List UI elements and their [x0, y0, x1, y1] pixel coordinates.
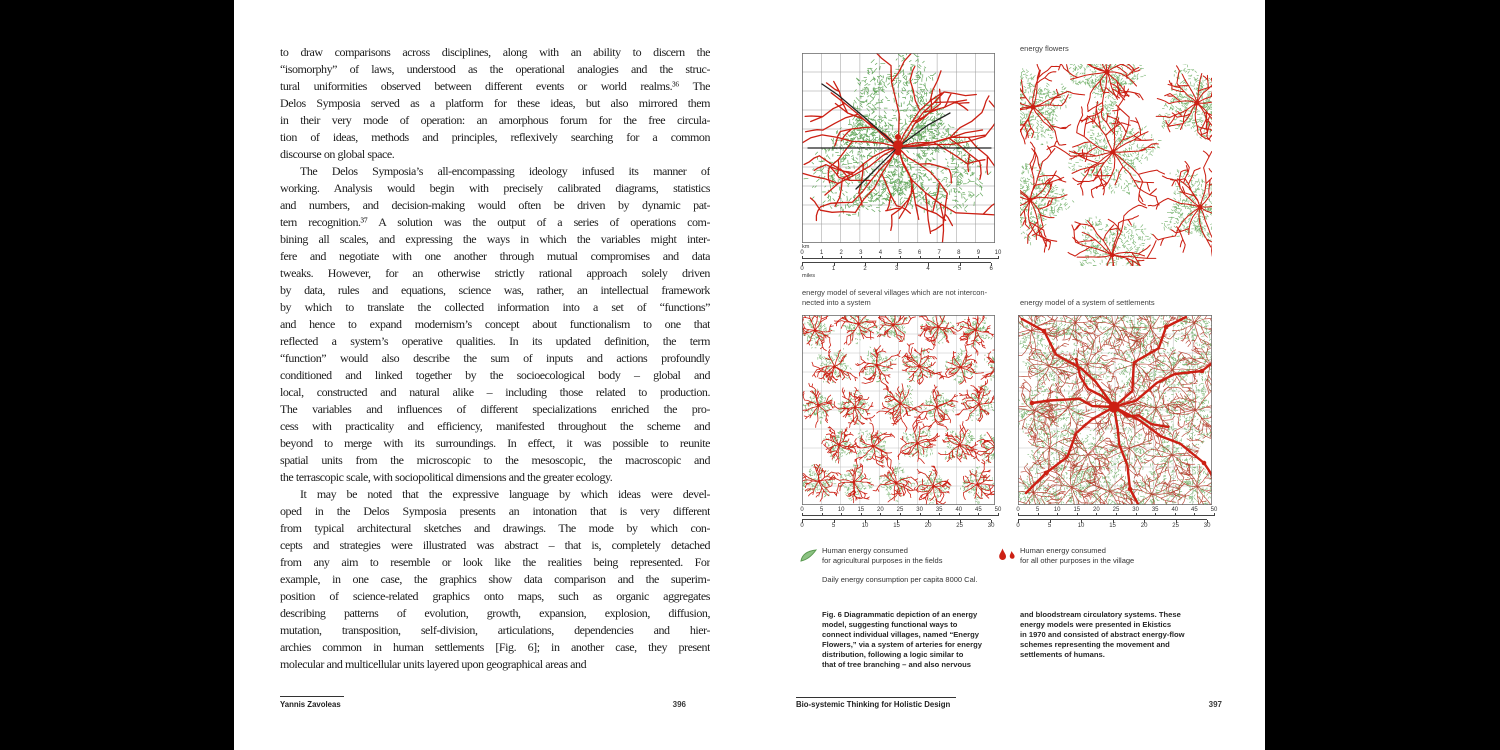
figure-energy-flowers — [1020, 64, 1212, 266]
scale-bar-right — [1016, 507, 1218, 531]
ruler-line — [802, 519, 991, 520]
body-text-line: cepts and strategies were illustrated was abstract – that is, completely detached — [280, 538, 710, 552]
caption-line: and bloodstream circulatory systems. These — [1020, 610, 1181, 619]
book-spread — [234, 0, 1265, 750]
drops-icon — [998, 548, 1016, 562]
caption-line: in 1970 and consisted of abstract energy-flow — [1020, 629, 1185, 639]
body-text-line: position of science-related graphics onto maps, such as organic aggregates — [280, 589, 710, 603]
caption-line: that of tree branching – and also nervous — [822, 659, 971, 669]
ruler-numbers: 0 5 10 15 20 25 30 35 40 45 50 — [800, 507, 1002, 513]
caption-line: schemes representing the movement and — [1020, 639, 1170, 649]
page-number-left: 396 — [672, 700, 686, 709]
body-text-column — [280, 44, 710, 673]
ruler-line — [802, 515, 998, 516]
body-text-line: bining all scales, and expressing the ways in which the variables might inter- — [280, 232, 710, 246]
scale-bar-left — [800, 507, 1002, 531]
body-text-line: “function” would also describe the sum of inputs and actions profoundly — [280, 351, 710, 365]
footer-rule-right — [796, 697, 956, 698]
figure-label-line: energy model of a system of settlements — [1020, 298, 1155, 307]
figure-single-energy-flower — [802, 53, 995, 243]
page-number-right: 397 — [1208, 700, 1222, 709]
legend-line: Human energy consumed — [822, 546, 908, 555]
ruler-line — [1018, 515, 1214, 516]
figure-label-settlements — [1020, 298, 1155, 308]
caption-line: Flowers,” via a system of arteries for energy — [822, 639, 982, 649]
ruler-numbers: 0 5 10 15 20 25 30 — [800, 523, 995, 529]
body-text-line: The Delos Symposia’s all-encompassing ideology infused its manner of — [300, 164, 710, 178]
figure-villages-not-interconnected — [802, 315, 995, 505]
caption-line: settlements of humans. — [1020, 649, 1105, 659]
legend-village — [1020, 546, 1134, 565]
figure-label-villages — [802, 288, 987, 308]
ruler-numbers: 0 1 2 3 4 5 6 — [800, 266, 993, 272]
ruler-numbers: 0 5 10 15 20 25 30 — [1016, 523, 1211, 529]
figure-caption-col1 — [822, 610, 1012, 669]
body-text-line: tern recognition.³⁷ A solution was the output of a series of operations com- — [280, 215, 710, 229]
body-text-line: “isomorphy” of laws, understood as the operational analogies and the struc- — [280, 62, 710, 76]
ruler-line — [1018, 519, 1207, 520]
body-text-line: It may be noted that the expressive language by which ideas were devel- — [300, 487, 710, 501]
legend-note: Daily energy consumption per capita 8000 Cal. — [822, 575, 978, 584]
body-text-line: to draw comparisons across disciplines, along with an ability to discern the — [280, 45, 710, 59]
ruler-line — [802, 258, 998, 259]
ruler-numbers: 0 1 2 3 4 5 6 7 8 9 10 — [800, 250, 1002, 256]
figure-label-line: nected into a system — [802, 298, 871, 307]
body-text-line: spatial units from the microscopic to the mesoscopic, the macroscopic and — [280, 453, 710, 467]
footer-rule-left — [280, 696, 344, 697]
energy-flower-grid-drawing — [802, 53, 995, 243]
body-text-line: from any aim to resemble or look like the realities being represented. For — [280, 555, 710, 569]
body-text-line: oped in the Delos Symposia presents an intonation that is very different — [280, 504, 710, 518]
body-text-line: cess with practicality and efficiency, manifested throughout the scheme and — [280, 419, 710, 433]
legend-line: for all other purposes in the village — [1020, 555, 1135, 565]
body-text-line: describing patterns of evolution, growth, expansion, explosion, diffusion, — [280, 606, 710, 620]
figure-label-line: energy model of several villages which are not intercon- — [802, 288, 988, 297]
caption-line: energy models were presented in Ekistics — [1020, 619, 1172, 629]
ruler-line — [802, 262, 991, 263]
body-text-line: the terrascopic scale, with sociopolitical dimensions and the greater ecology. — [280, 470, 613, 484]
leaf-icon — [800, 549, 817, 562]
body-text-line: mutation, transposition, self-division, articulations, dependencies and hier- — [280, 623, 710, 637]
caption-line: distribution, following a logic similar to — [822, 649, 964, 659]
body-text-line: from typical architectural sketches and drawings. The mode by which con- — [280, 521, 710, 535]
ruler-unit: miles — [802, 273, 816, 279]
caption-line: connect individual villages, named “Energy — [822, 629, 979, 639]
body-text-line: Delos Symposia served as a platform for these ideas, but also mirrored them — [280, 96, 710, 110]
footer-chapter-title: Bio-systemic Thinking for Holistic Design — [796, 700, 951, 709]
body-text-line: and hence to expand modernism’s concept about functionalism to one that — [280, 317, 710, 331]
caption-line: Fig. 6 Diagrammatic depiction of an energy — [822, 610, 978, 619]
body-text-line: by data, rules and equations, science was, rather, an intellectual framework — [280, 283, 710, 297]
body-text-line: archies common in human settlements [Fig. 6]; in another case, they present — [280, 640, 710, 654]
figure-system-of-settlements — [1018, 315, 1212, 505]
legend-line: for agricultural purposes in the fields — [822, 555, 943, 565]
body-text-line: in their very mode of operation: an amorphous forum for the free circula- — [280, 113, 710, 127]
ruler-numbers: 0 5 10 15 20 25 30 35 40 45 50 — [1016, 507, 1218, 513]
body-text-line: beyond to merge with its surroundings. In effect, it was possible to reunite — [280, 436, 710, 450]
body-text-line: and numbers, and decision-making would often be driven by dynamic pat- — [280, 198, 710, 212]
body-text-line: discourse on global space. — [280, 147, 395, 161]
caption-line: model, suggesting functional ways to — [822, 619, 958, 629]
energy-flowers-drawing — [1020, 64, 1212, 266]
settlements-drawing — [1018, 315, 1212, 505]
body-text-line: molecular and multicellular units layered upon geographical areas and — [280, 657, 587, 671]
legend-agricultural — [822, 546, 942, 565]
body-text-line: by which to translate the collected information into a set of “functions” — [280, 300, 710, 314]
body-text-line: The variables and influences of different specializations enriched the pro- — [280, 402, 710, 416]
body-text-line: fere and negotiate with one another through mutual compromises and data — [280, 249, 710, 263]
figure-caption-col2 — [1020, 610, 1220, 660]
body-text-line: conditioned and linked together by the socioecological body – global and — [280, 368, 710, 382]
body-text-line: tweaks. However, for an otherwise strictly rational approach solely driven — [280, 266, 710, 280]
figure-label-energy-flowers: energy flowers — [1020, 44, 1069, 53]
body-text-line: example, in one case, the graphics show data comparison and the superim- — [280, 572, 710, 586]
villages-drawing — [802, 315, 995, 505]
body-text-line: tion of ideas, methods and principles, reflexively searching for a common — [280, 130, 710, 144]
footer-author: Yannis Zavoleas — [280, 700, 341, 709]
body-text-line: reflected a system’s operative qualities. In its updated definition, the term — [280, 334, 710, 348]
scale-bar-km-miles — [800, 244, 1002, 280]
ruler-unit: km — [802, 244, 810, 250]
body-text-line: tural uniformities observed between different events or world realms.³⁶ The — [280, 79, 710, 93]
legend-line: Human energy consumed — [1020, 546, 1106, 555]
body-text-line: working. Analysis would begin with precisely calibrated diagrams, statistics — [280, 181, 710, 195]
body-text-line: local, constructed and natural alike – including those related to production. — [280, 385, 710, 399]
